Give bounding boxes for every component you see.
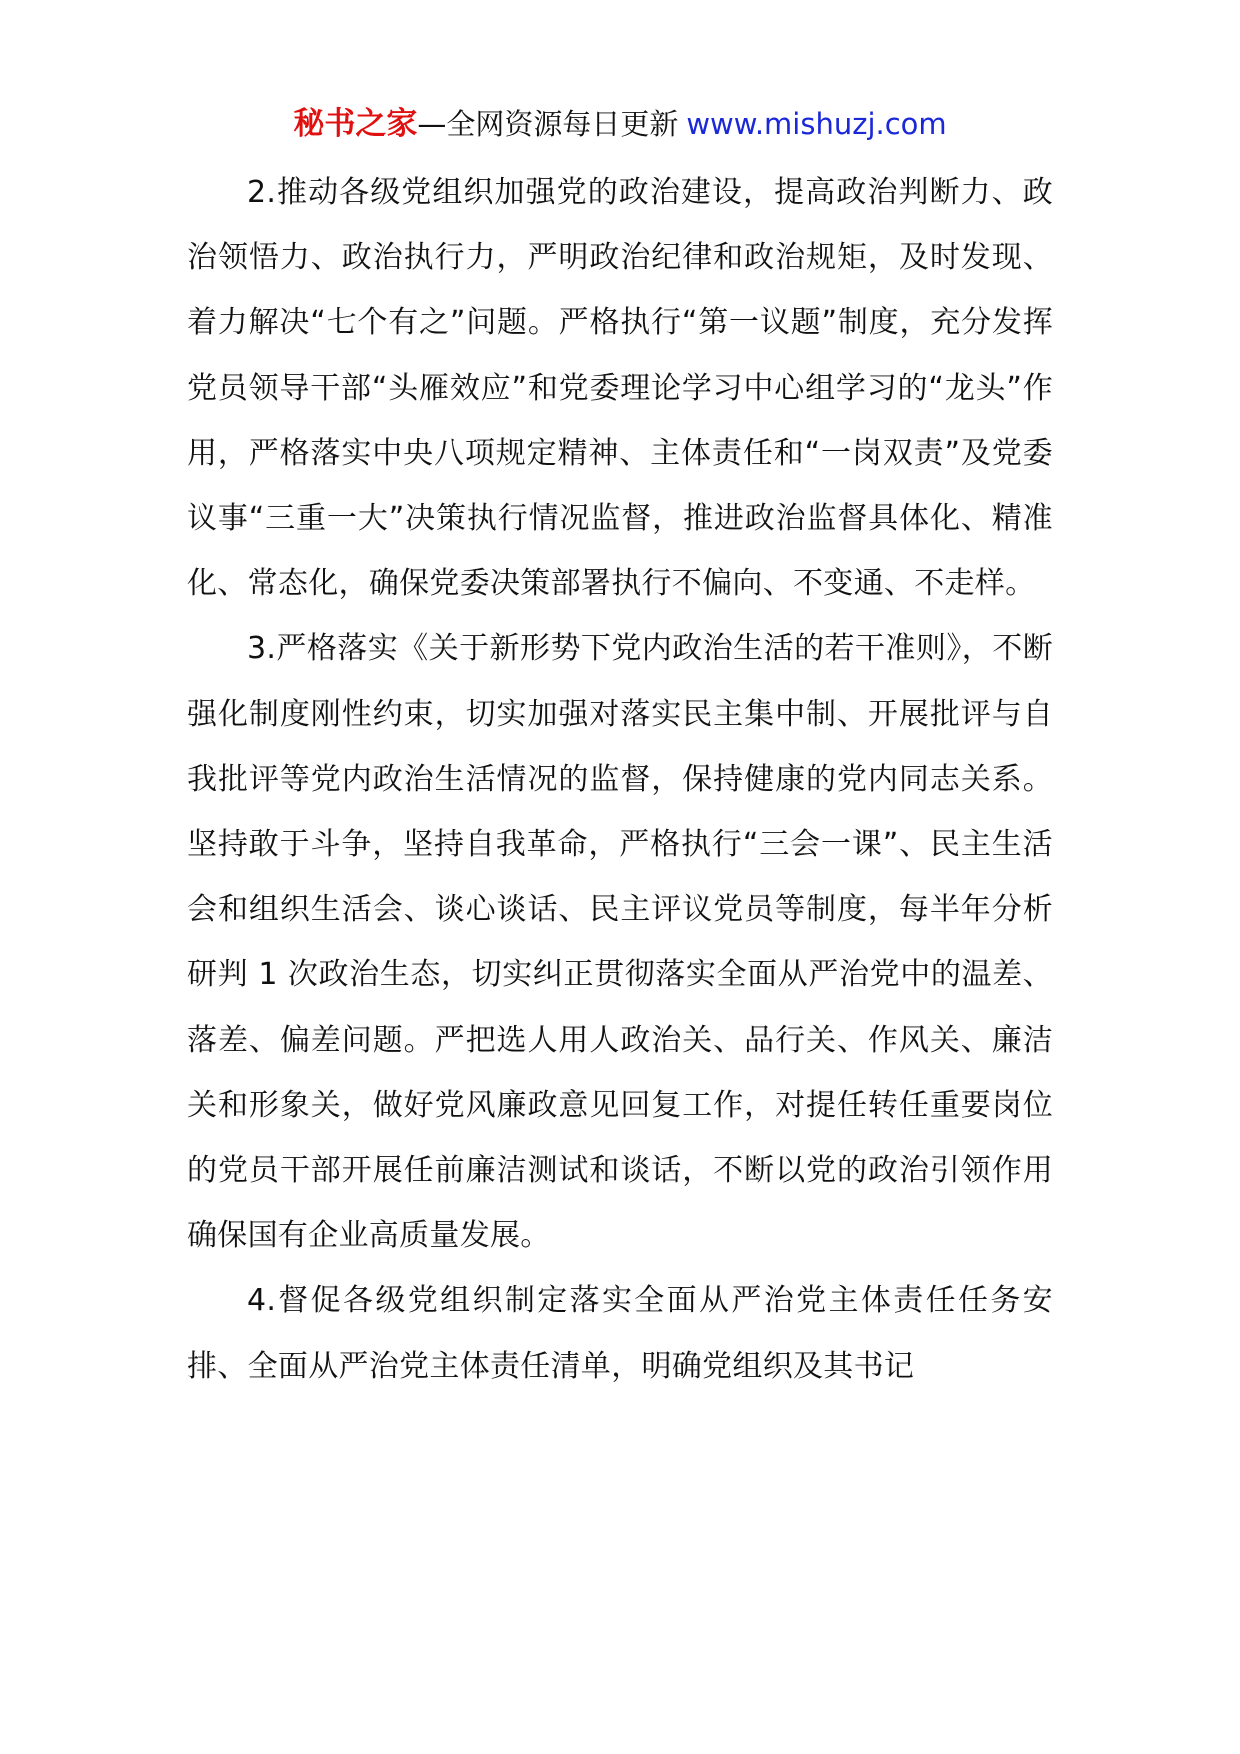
document-body	[187, 160, 1053, 1399]
header-tagline: —全网资源每日更新	[417, 107, 679, 141]
paragraph-4: 4.督促各级党组织制定落实全面从严治党主体责任任务安排、全面从严治党主体责任清单，明确党组织及其书记	[187, 1283, 1053, 1384]
brand-name: 秘书之家	[293, 106, 418, 142]
site-url-link[interactable]: www.mishuzj.com	[686, 107, 947, 141]
paragraph-3: 3.严格落实《关于新形势下党内政治生活的若干准则》，不断强化制度刚性约束，切实加强对落实民主集中制、开展批评与自我批评等党内政治生活情况的监督，保持健康的党内同志关系。坚持敢于斗争，坚持自我革命，严格执行“三会一课”、民主生活会和组织生活会、谈心谈话、民主评议党员等制度，每半年分析研判 1 次政治生态，切实纠正贯彻落实全面从严治党中的温差、落差、偏差问题。严把选人用人政治关、品行关、作风关、廉洁关和形象关，做好党风廉政意见回复工作，对提任转任重要岗位的党员干部开展任前廉洁测试和谈话，不断以党的政治引领作用确保国有企业高质量发展。	[187, 631, 1053, 1254]
paragraph-2: 2.推动各级党组织加强党的政治建设，提高政治判断力、政治领悟力、政治执行力，严明政治纪律和政治规矩，及时发现、着力解决“七个有之”问题。严格执行“第一议题”制度，充分发挥党员领导干部“头雁效应”和党委理论学习中心组学习的“龙头”作用，严格落实中央八项规定精神、主体责任和“一岗双责”及党委议事“三重一大”决策执行情况监督，推进政治监督具体化、精准化、常态化，确保党委决策部署执行不偏向、不变通、不走样。	[187, 175, 1053, 602]
page-header	[0, 100, 1240, 148]
